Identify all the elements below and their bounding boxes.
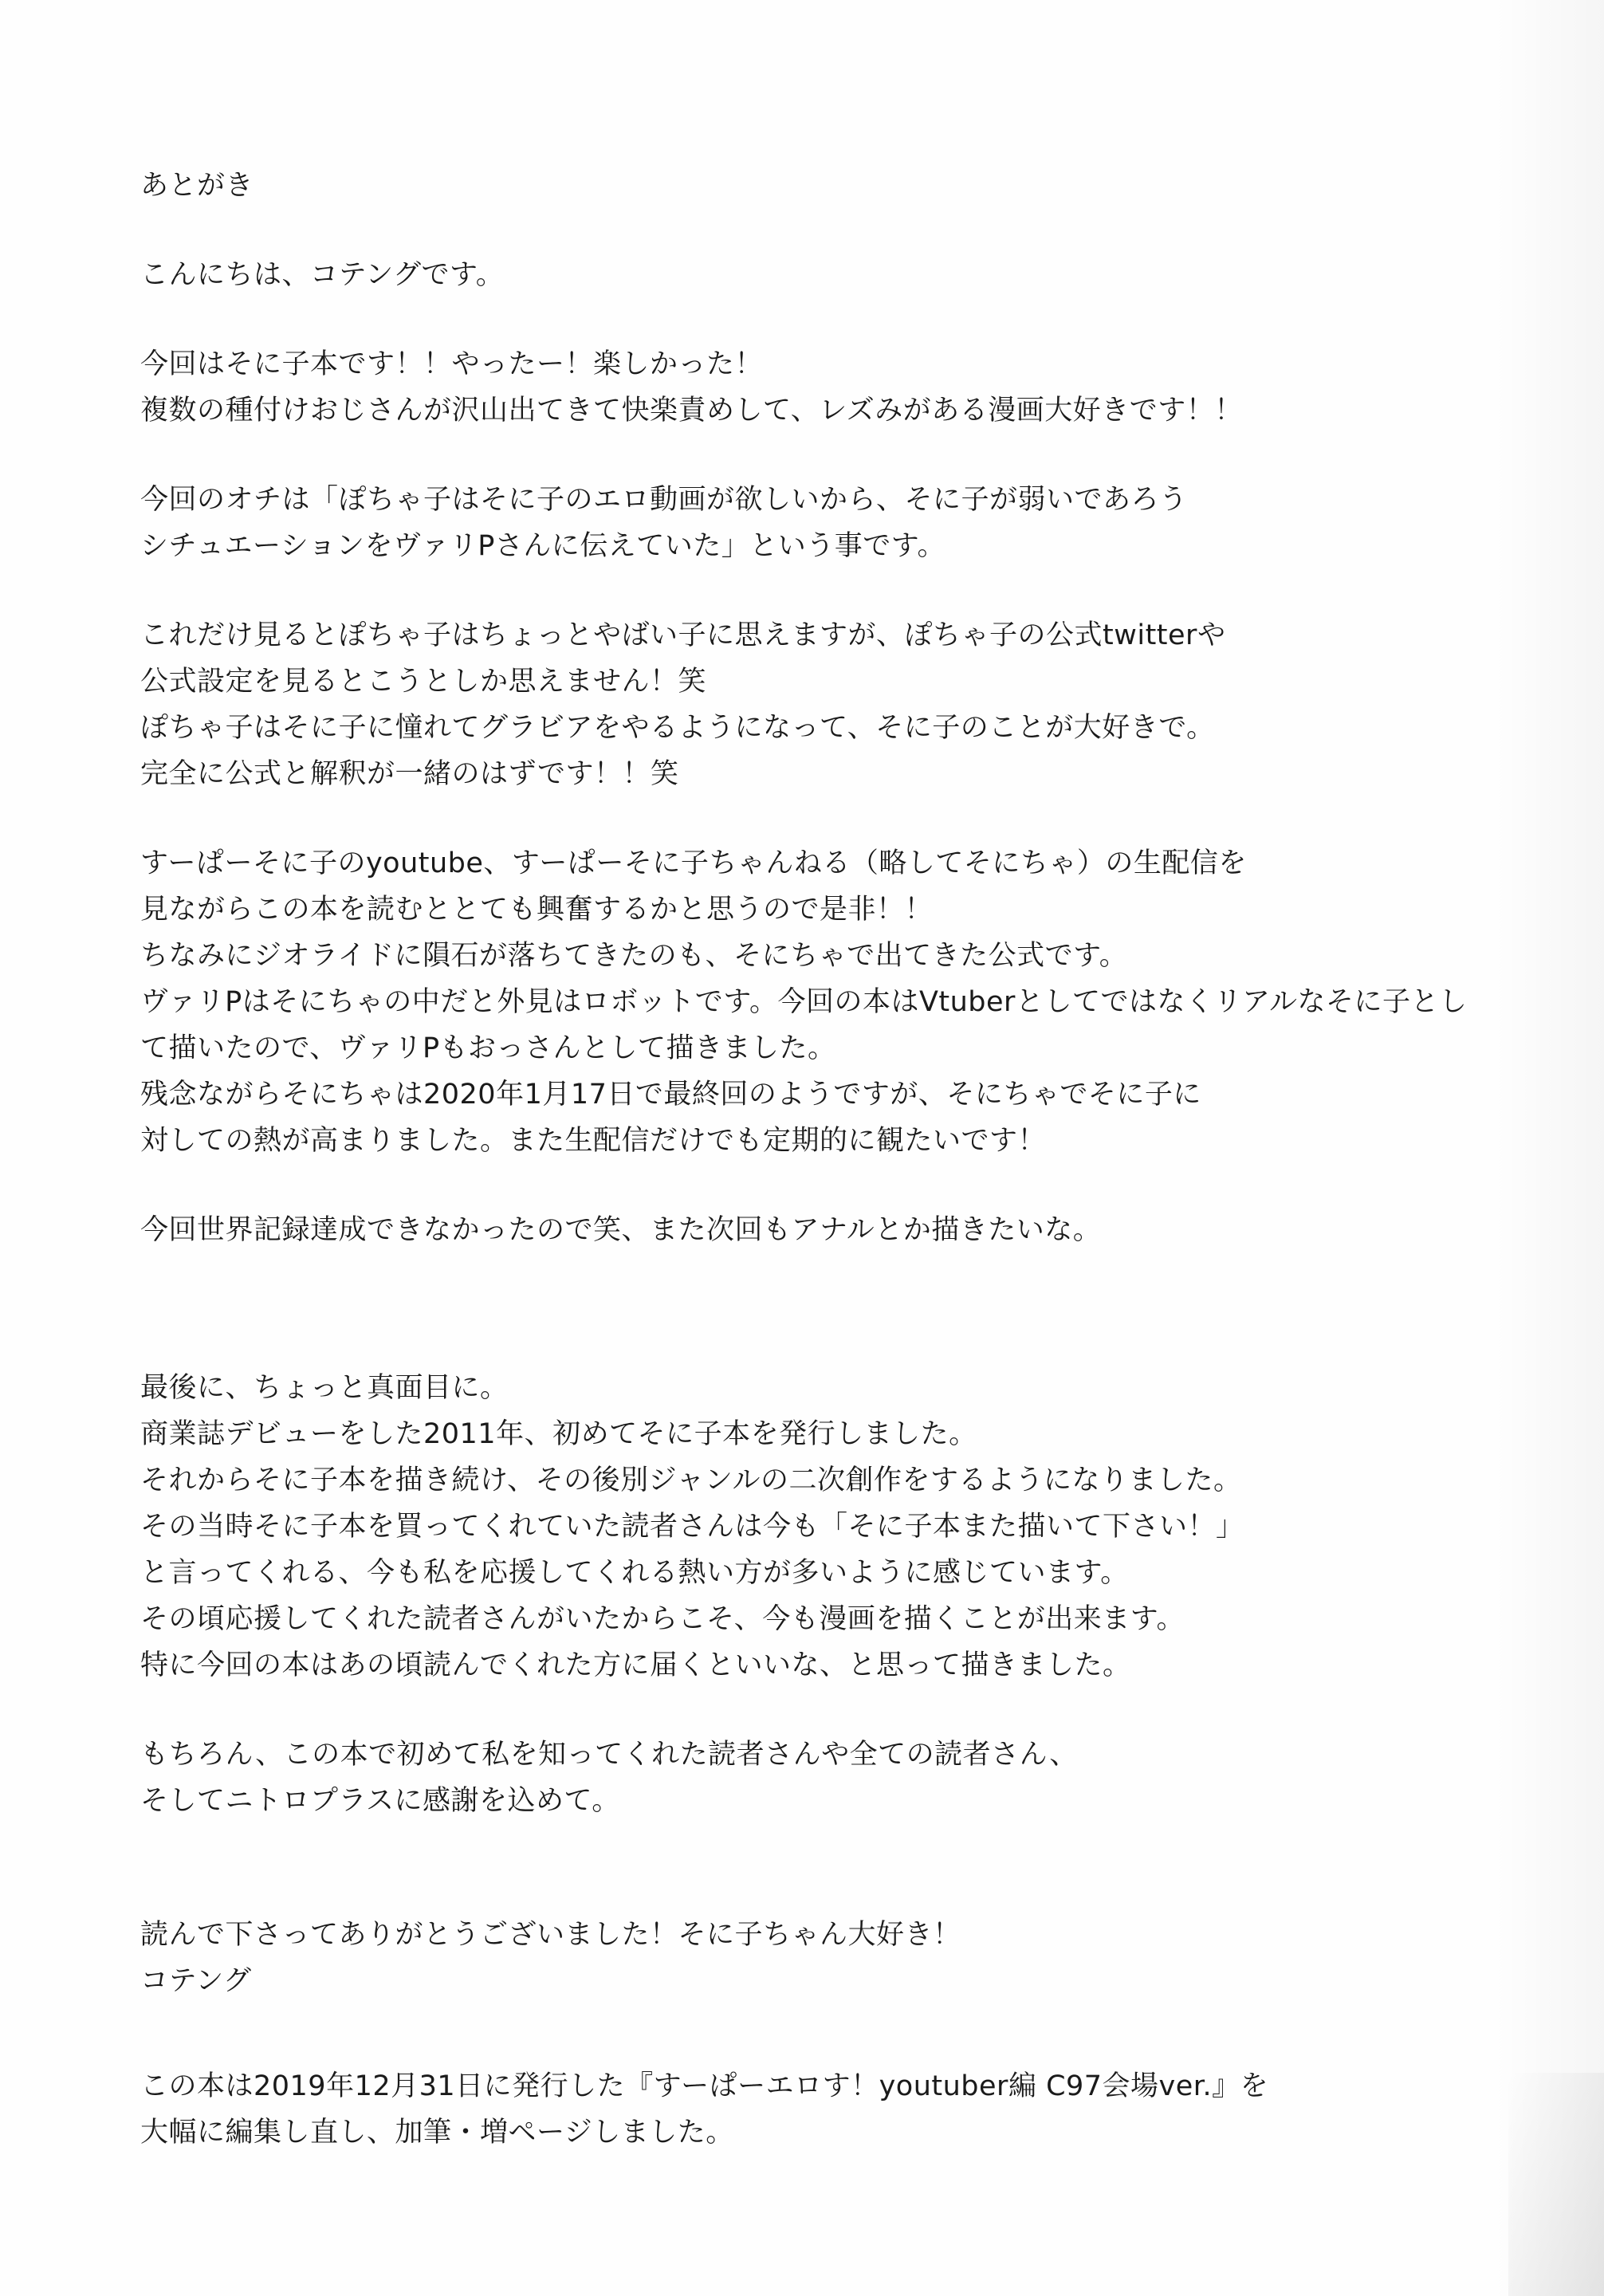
greeting-line: こんにちは、コテングです。 — [140, 259, 505, 291]
publication-note-line: 大幅に編集し直し、加筆・増ページしました。 — [140, 2117, 734, 2149]
text-line: 今回世界記録達成できなかったので笑、また次回もアナルとか描きたいな。 — [140, 1214, 1102, 1246]
text-line: その当時そに子本を買ってくれていた読者さんは今も「そに子本また描いて下さい！」 — [140, 1511, 1244, 1543]
text-line: もちろん、この本で初めて私を知ってくれた読者さんや全ての読者さん、 — [140, 1739, 1078, 1771]
text-line: 今回はそに子本です！！やったー！楽しかった！ — [140, 348, 764, 380]
text-line: これだけ見るとぽちゃ子はちょっとやばい子に思えますが、ぽちゃ子の公式twitterや — [140, 619, 1226, 651]
author-signature: コテング — [140, 1965, 252, 1997]
text-line: ちなみにジオライドに隕石が落ちてきたのも、そにちゃで出てきた公式です。 — [140, 940, 1128, 972]
text-line: 完全に公式と解釈が一緒のはずです！！笑 — [140, 758, 679, 790]
text-line: 残念ながらそにちゃは2020年1月17日で最終回のようですが、そにちゃでそに子に — [140, 1079, 1201, 1111]
text-line: 最後に、ちょっと真面目に。 — [140, 1372, 509, 1404]
text-line: その頃応援してくれた読者さんがいたからこそ、今も漫画を描くことが出来ます。 — [140, 1603, 1185, 1635]
text-line: 対しての熱が高まりました。また生配信だけでも定期的に観たいです！ — [140, 1125, 1047, 1157]
text-line: ぽちゃ子はそに子に憧れてグラビアをやるようになって、そに子のことが大好きで。 — [140, 712, 1215, 744]
text-line: ヴァリPはそにちゃの中だと外見はロボットです。今回の本はVtuberとしてではなくリアルなそに子として描いたので、ヴァリPもおっさんとして描きました。 — [140, 986, 1468, 1064]
text-line: すーぱーそに子のyoutube、すーぱーそに子ちゃんねる（略してそにちゃ）の生配信を — [140, 847, 1247, 879]
page-edge-shadow — [1492, 0, 1604, 2296]
text-line: そしてニトロプラスに感謝を込めて。 — [140, 1785, 620, 1817]
publication-note-line: この本は2019年12月31日に発行した『すーぱーエロす！youtuber編 C97会場ver.』を — [140, 2070, 1269, 2102]
page-corner-shadow — [1508, 2073, 1604, 2296]
text-line: 複数の種付けおじさんが沢山出てきて快楽責めして、レズみがある漫画大好きです！！ — [140, 395, 1243, 427]
text-line: と言ってくれる、今も私を応援してくれる熱い方が多いように感じています。 — [140, 1557, 1129, 1589]
afterword-title: あとがき — [140, 170, 254, 202]
text-line: 読んで下さってありがとうございました！そに子ちゃん大好き！ — [140, 1919, 961, 1951]
text-line: 公式設定を見るとこうとしか思えません！笑 — [140, 666, 707, 698]
text-line: 今回のオチは「ぽちゃ子はそに子のエロ動画が欲しいから、そに子が弱いであろう — [140, 484, 1188, 516]
afterword-text — [140, 163, 1559, 2156]
text-line: 見ながらこの本を読むととても興奮するかと思うので是非！！ — [140, 894, 934, 926]
text-line: 商業誌デビューをした2011年、初めてそに子本を発行しました。 — [140, 1418, 977, 1450]
text-line: シチュエーションをヴァリPさんに伝えていた」という事です。 — [140, 530, 946, 562]
text-line: 特に今回の本はあの頃読んでくれた方に届くといいな、と思って描きました。 — [140, 1649, 1131, 1681]
text-line: それからそに子本を描き続け、その後別ジャンルの二次創作をするようになりました。 — [140, 1464, 1242, 1496]
